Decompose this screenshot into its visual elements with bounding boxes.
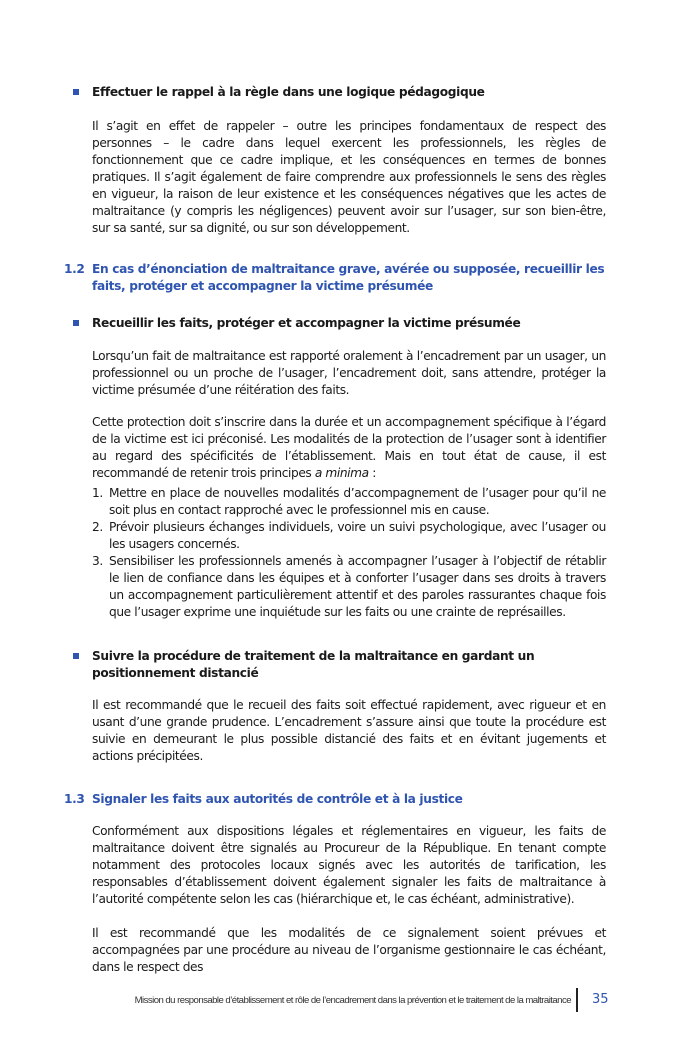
italic-term: a minima — [314, 466, 369, 480]
section-title: En cas d’énonciation de maltraitance grave, avérée ou supposée, recueillir les faits, protéger et accompagner la victime présumée — [92, 262, 605, 293]
bullet-square-icon — [73, 653, 79, 659]
numbered-list — [92, 485, 606, 621]
bullet-heading: Recueillir les faits, protéger et accompagner la victime présumée — [92, 316, 521, 330]
list-item: 1. Mettre en place de nouvelles modalités d’accompagnement de l’usager pour qu’il ne soit plus en contact rapproché avec le professionnel mis en cause. — [92, 486, 606, 517]
bullet-heading: Effectuer le rappel à la règle dans une logique pédagogique — [92, 85, 485, 99]
paragraph: Lorsqu’un fait de maltraitance est rapporté oralement à l’encadrement par un usager, un professionnel ou un proche de l’usager, l’encadrement doit, sans attendre, protéger la victime présumée d’une réitération des faits. — [92, 349, 606, 397]
list-item: 2. Prévoir plusieurs échanges individuels, voire un suivi psychologique, avec l’usager ou les usagers concernés. — [92, 520, 606, 551]
bullet-square-icon — [73, 89, 79, 95]
paragraph: Cette protection doit s’inscrire dans la durée et un accompagnement spécifique à l’égard de la victime est ici préconisé. Les modalités de la protection de l’usager sont à identifier au regard des spécificités de l’établissement. Mais en tout état de cause, il est recommandé de retenir trois principes a minima : — [92, 415, 606, 480]
page-number: 35 — [592, 992, 609, 1007]
paragraph: Il s’agit en effet de rappeler – outre les principes fondamentaux de respect des personnes – le cadre dans lequel exercent les professionnels, les règles de fonctionnement que ce cadre implique, et les conséquences en termes de bonnes pratiques. Il s’agit également de faire comprendre aux professionnels le sens des règles en vigueur, la raison de leur existence et les conséquences négatives que les actes de maltraitance (y compris les négligences) peuvent avoir sur l’usager, sur son bien-être, sur sa santé, sur sa dignité, ou sur son développement. — [92, 119, 606, 235]
footer-divider — [576, 988, 578, 1012]
bullet-square-icon — [73, 320, 79, 326]
section-number: 1.2 — [64, 262, 85, 276]
paragraph: Il est recommandé que le recueil des faits soit effectué rapidement, avec rigueur et en usant d’une grande prudence. L’encadrement s’assure ainsi que toute la procédure est suivie en demeurant le plus possible distancié des faits et en évitant jugements et actions précipitées. — [92, 698, 606, 763]
section-number: 1.3 — [64, 792, 85, 806]
paragraph: Conformément aux dispositions légales et réglementaires en vigueur, les faits de maltraitance doivent être signalés au Procureur de la République. En tenant compte notamment des protocoles locaux signés avec les autorités de tarification, les responsables d’établissement doivent également signaler les faits de maltraitance à l’autorité compétente selon les cas (hiérarchique et, le cas échéant, administrative). — [92, 824, 606, 906]
footer-running-title: Mission du responsable d’établissement et rôle de l’encadrement dans la prévention et le traitement de la maltraitance — [134, 995, 571, 1006]
list-item: 3. Sensibiliser les professionnels amenés à accompagner l’usager à l’objectif de rétablir le lien de confiance dans les équipes et à conforter l’usager dans ses droits à travers un accompagnement particulièrement attentif et des paroles rassurantes chaque fois que l’usager exprime une inquiétude sur les faits ou une crainte de représailles. — [92, 554, 606, 619]
section-title: Signaler les faits aux autorités de contrôle et à la justice — [92, 792, 463, 806]
bullet-heading: Suivre la procédure de traitement de la maltraitance en gardant un positionnement distancié — [92, 649, 535, 680]
paragraph: Il est recommandé que les modalités de ce signalement soient prévues et accompagnées par une procédure au niveau de l’organisme gestionnaire le cas échéant, dans le respect des — [92, 926, 606, 974]
